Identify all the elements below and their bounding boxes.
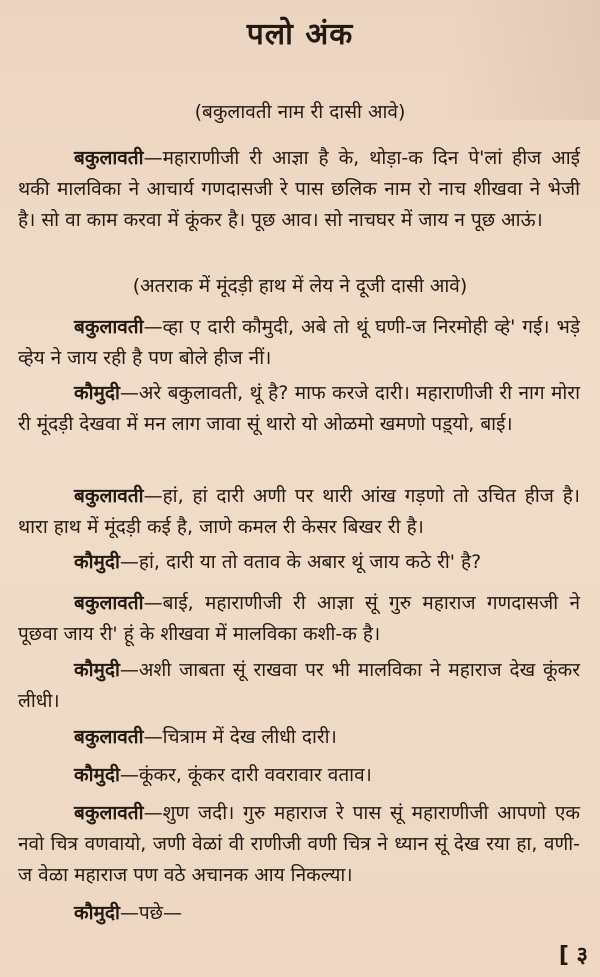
dialogue-text: —व्हा ए दारी कौमुदी, अबे तो थूं घणी-ज निरमोही व्हे' गई। भड़े व्हेय ने जाय रही है पण बोले हीज नीं। <box>18 316 580 369</box>
dialogue-2 <box>18 312 580 374</box>
dialogue-text: —अशी जाबता सूं राखवा पर भी मालविका ने महाराज देख कूंकर लीधी। <box>18 659 580 712</box>
stage-direction-1: (बकुलावती नाम री दासी आवे) <box>194 101 406 123</box>
dialogue-text: —हां, दारी या तो वताव के अबार थूं जाय कठे री' है? <box>119 551 482 573</box>
chapter-title: पलो अंक <box>246 17 354 52</box>
dialogue-3 <box>18 378 580 440</box>
dialogue-6 <box>18 588 580 650</box>
dialogue-7 <box>18 655 580 717</box>
speaker-name: बकुलावती <box>74 726 144 748</box>
stage-direction-2: (अतराक में मूंदड़ी हाथ में लेय ने दूजी दासी आवे) <box>132 275 468 297</box>
speaker-name: कौमुदी <box>74 551 120 573</box>
speaker-name: बकुलावती <box>74 147 144 169</box>
speaker-name: कौमुदी <box>74 764 120 786</box>
dialogue-5 <box>18 547 580 578</box>
dialogue-text: —महाराणीजी री आज्ञा है के, थोड़ा-क दिन पे'लां हीज आई थकी मालविका ने आचार्य गणदासजी रे पास छलिक नाम रो नाच शीखवा ने भेजी है। सो वा काम करवा में कूंकर है। पूछ आव। सो नाचघर में जाय न पूछ आऊं। <box>18 147 580 231</box>
dialogue-text: —बाई, महाराणीजी री आज्ञा सूं गुरु महाराज गणदासजी ने पूछवा जाय री' हूं के शीखवा में मालविका कशी-क है। <box>18 592 580 645</box>
dialogue-1 <box>18 143 580 236</box>
dialogue-text: —हां, हां दारी अणी पर थारी आंख गड़णो तो उचित हीज है। थारा हाथ में मूंदड़ी कई है, जाणे कमल री केसर बिखर री है। <box>18 485 580 538</box>
dialogue-10 <box>18 798 580 891</box>
speaker-name: बकुलावती <box>74 316 144 338</box>
dialogue-text: —शुण जदी। गुरु महाराज रे पास सूं महाराणीजी आपणो एक नवो चित्र वणवायो, जणी वेळां वी राणीजी वणी चित्र ने ध्यान सूं देख रया हा, वणी-ज वेळा महाराज पण वठे अचानक आय निकल्या। <box>18 802 580 886</box>
dialogue-9 <box>18 760 580 791</box>
dialogue-4 <box>18 481 580 543</box>
speaker-name: बकुलावती <box>74 485 144 507</box>
speaker-name: कौमुदी <box>74 902 120 924</box>
speaker-name: कौमुदी <box>74 382 120 404</box>
speaker-name: कौमुदी <box>74 659 120 681</box>
page-number: [ ३ <box>558 943 588 968</box>
speaker-name: बकुलावती <box>74 802 144 824</box>
dialogue-text: —कूंकर, कूंकर दारी ववरावार वताव। <box>119 764 372 786</box>
dialogue-text: —चित्राम में देख लीधी दारी। <box>143 726 337 748</box>
dialogue-11 <box>18 898 580 929</box>
dialogue-8 <box>18 722 580 753</box>
speaker-name: बकुलावती <box>74 592 144 614</box>
dialogue-text: —पछे— <box>119 902 183 924</box>
dialogue-text: —अरे बकुलावती, थूं है? माफ करजे दारी। महाराणीजी री नाग मोरा री मूंदड़ी देखवा में मन लाग जावा सूं थारो यो ओळमो खमणो पड़्यो, बाई। <box>18 382 580 435</box>
